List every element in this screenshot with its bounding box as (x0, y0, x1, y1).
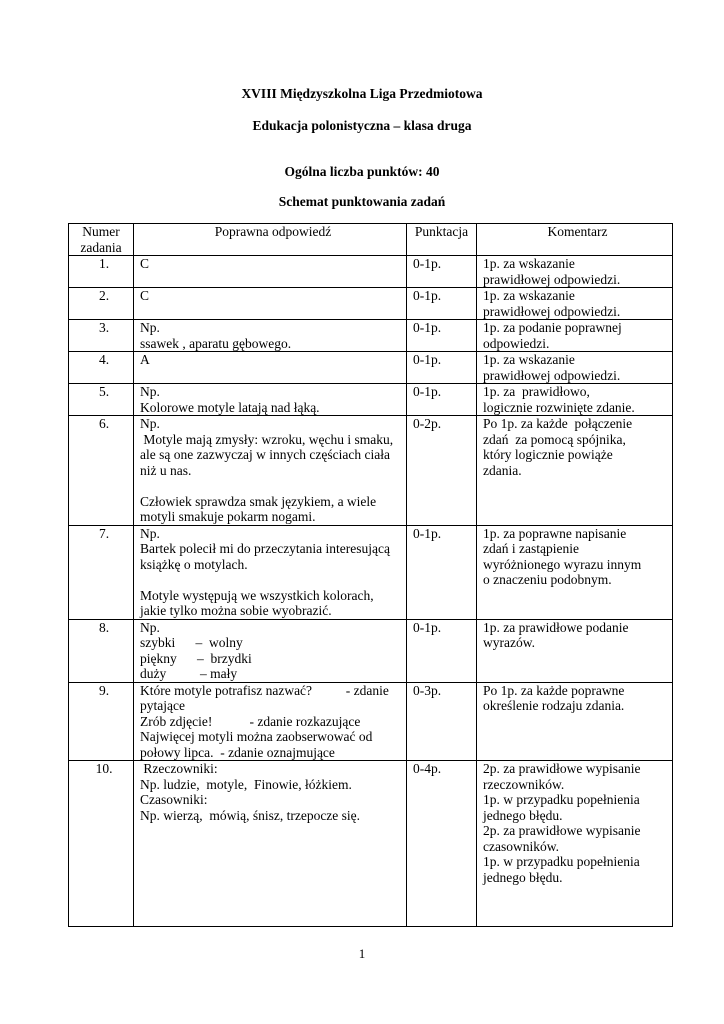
answer-line: Bartek polecił mi do przeczytania interesującą (140, 541, 391, 556)
table-row (69, 682, 673, 761)
comment-line: 1p. w przypadku popełnienia (483, 792, 640, 807)
correct-answer (134, 682, 407, 761)
comment-line: logicznie rozwinięte zdanie. (483, 399, 635, 415)
comment-line: 1p. za wskazanie (483, 256, 575, 271)
comment-line: 2p. za prawidłowe wypisanie (483, 761, 641, 776)
answer-line (140, 572, 406, 588)
comment-line: 1p. za wskazanie (483, 288, 575, 303)
answer-line: Np. wierzą, mówią, śnisz, trzepocze się. (140, 807, 361, 823)
comment (477, 761, 673, 927)
document-subtitle: Edukacja polonistyczna – klasa druga (252, 118, 472, 133)
header-num-line2: zadania (80, 239, 122, 255)
comment (477, 682, 673, 761)
correct-answer (134, 384, 407, 416)
header-points: Punktacja (407, 224, 477, 256)
answer-line: niż u nas. (140, 462, 192, 478)
comment (477, 352, 673, 384)
points-range: 0-1p. (407, 256, 477, 288)
answer-line: C (140, 256, 150, 271)
comment-line: określenie rodzaju zdania. (483, 698, 625, 713)
answer-line: Kolorowe motyle latają nad łąką. (140, 399, 320, 415)
table-row (69, 352, 673, 384)
answer-line: C (140, 288, 150, 303)
comment-line: Po 1p. za każde połączenie (483, 416, 633, 431)
correct-answer (134, 525, 407, 619)
comment (477, 288, 673, 320)
task-number: 9. (69, 682, 134, 761)
task-number: 5. (69, 384, 134, 416)
table-row (69, 256, 673, 288)
answer-line: Np. (140, 619, 160, 635)
answer-line: Np. ludzie, motyle, Finowie, łóżkiem. (140, 776, 352, 792)
points-range: 0-1p. (407, 352, 477, 384)
comment (477, 320, 673, 352)
task-number: 10. (69, 761, 134, 927)
comment-line: zdania. (483, 462, 522, 478)
points-range: 0-3p. (407, 682, 477, 761)
table-row (69, 416, 673, 526)
answer-line: ssawek , aparatu gębowego. (140, 335, 292, 351)
correct-answer (134, 619, 407, 682)
task-number: 8. (69, 619, 134, 682)
answer-line: Czasowniki: (140, 792, 208, 807)
comment-line: który logicznie powiąże (483, 447, 613, 462)
answer-line: Człowiek sprawdza smak językiem, a wiele (140, 493, 377, 509)
total-points: Ogólna liczba punktów: 40 (284, 164, 440, 179)
answer-line: Np. (140, 384, 160, 399)
correct-answer (134, 416, 407, 526)
answer-line: Np. (140, 416, 160, 431)
comment-line: prawidłowej odpowiedzi. (483, 303, 621, 319)
table-row (69, 619, 673, 682)
points-range: 0-1p. (407, 288, 477, 320)
page-number: 1 (358, 946, 366, 961)
answer-line: Np. (140, 525, 160, 541)
answer-line: Motyle występują we wszystkich kolorach, (140, 587, 374, 603)
document-title: XVIII Międzyszkolna Liga Przedmiotowa (241, 86, 483, 101)
comment-line: 1p. za poprawne napisanie (483, 525, 627, 541)
comment-line: Po 1p. za każde poprawne (483, 682, 625, 698)
answer-line: ale są one zazwyczaj w innych częściach ciała (140, 447, 390, 462)
answer-line (140, 478, 406, 494)
answer-line: jakie tylko można sobie wyobrazić. (140, 603, 332, 618)
comment-line: prawidłowej odpowiedzi. (483, 367, 621, 383)
answer-line: połowy lipca. - zdanie oznajmujące (140, 744, 335, 760)
comment-line: 1p. w przypadku popełnienia (483, 854, 640, 869)
correct-answer (134, 256, 407, 288)
answer-line: szybki – wolny (140, 635, 243, 650)
task-number: 4. (69, 352, 134, 384)
task-number: 7. (69, 525, 134, 619)
comment-line: 1p. za prawidłowo, (483, 384, 590, 399)
comment-line: o znaczeniu podobnym. (483, 572, 612, 587)
answer-line: Rzeczowniki: (140, 761, 218, 776)
correct-answer (134, 288, 407, 320)
comment-line: czasowników. (483, 838, 559, 854)
task-number: 1. (69, 256, 134, 288)
comment-line: 2p. za prawidłowe wypisanie (483, 823, 641, 838)
table-header-row (69, 224, 673, 256)
table-row (69, 288, 673, 320)
comment (477, 384, 673, 416)
points-range: 0-1p. (407, 525, 477, 619)
task-number: 2. (69, 288, 134, 320)
correct-answer (134, 761, 407, 927)
comment-line: 1p. za podanie poprawnej (483, 320, 622, 335)
points-range: 0-1p. (407, 619, 477, 682)
comment-line: wyróżnionego wyrazu innym (483, 556, 642, 572)
comment-line: jednego błędu. (483, 807, 563, 823)
comment-line: 1p. za prawidłowe podanie (483, 619, 629, 635)
comment-line: zdań za pomocą spójnika, (483, 431, 626, 447)
points-range: 0-2p. (407, 416, 477, 526)
header-answer: Poprawna odpowiedź (134, 224, 407, 256)
comment (477, 525, 673, 619)
comment-line: wyrazów. (483, 635, 535, 650)
correct-answer (134, 320, 407, 352)
scoring-table (68, 223, 673, 927)
answer-line: duży – mały (140, 666, 238, 681)
answer-line: pytające (140, 698, 185, 713)
comment-line: zdań i zastąpienie (483, 541, 579, 556)
correct-answer (134, 352, 407, 384)
comment (477, 256, 673, 288)
answer-line: Najwięcej motyli można zaobserwować od (140, 729, 373, 744)
header-task-number (69, 224, 134, 256)
scheme-heading: Schemat punktowania zadań (278, 194, 446, 209)
answer-line: A (140, 352, 150, 367)
header-num-line1: Numer (82, 224, 120, 239)
answer-line: piękny – brzydki (140, 650, 252, 666)
comment-line: rzeczowników. (483, 776, 565, 792)
answer-line: Np. (140, 320, 160, 335)
comment-line: prawidłowej odpowiedzi. (483, 271, 621, 287)
task-number: 6. (69, 416, 134, 526)
points-range: 0-4p. (407, 761, 477, 927)
header-comment: Komentarz (477, 224, 673, 256)
task-number: 3. (69, 320, 134, 352)
answer-line: Które motyle potrafisz nazwać? - zdanie (140, 682, 389, 698)
comment (477, 619, 673, 682)
table-row (69, 320, 673, 352)
comment (477, 416, 673, 526)
answer-line: motyli smakuje pokarm nogami. (140, 509, 316, 524)
table-row (69, 384, 673, 416)
points-range: 0-1p. (407, 384, 477, 416)
answer-line: Zrób zdjęcie! - zdanie rozkazujące (140, 713, 361, 729)
comment-line: odpowiedzi. (483, 335, 550, 351)
comment-line: jednego błędu. (483, 869, 563, 885)
table-row (69, 761, 673, 927)
answer-line: Motyle mają zmysły: wzroku, węchu i smaku, (140, 431, 394, 447)
comment-line: 1p. za wskazanie (483, 352, 575, 367)
points-range: 0-1p. (407, 320, 477, 352)
answer-line: książkę o motylach. (140, 556, 248, 572)
table-row (69, 525, 673, 619)
